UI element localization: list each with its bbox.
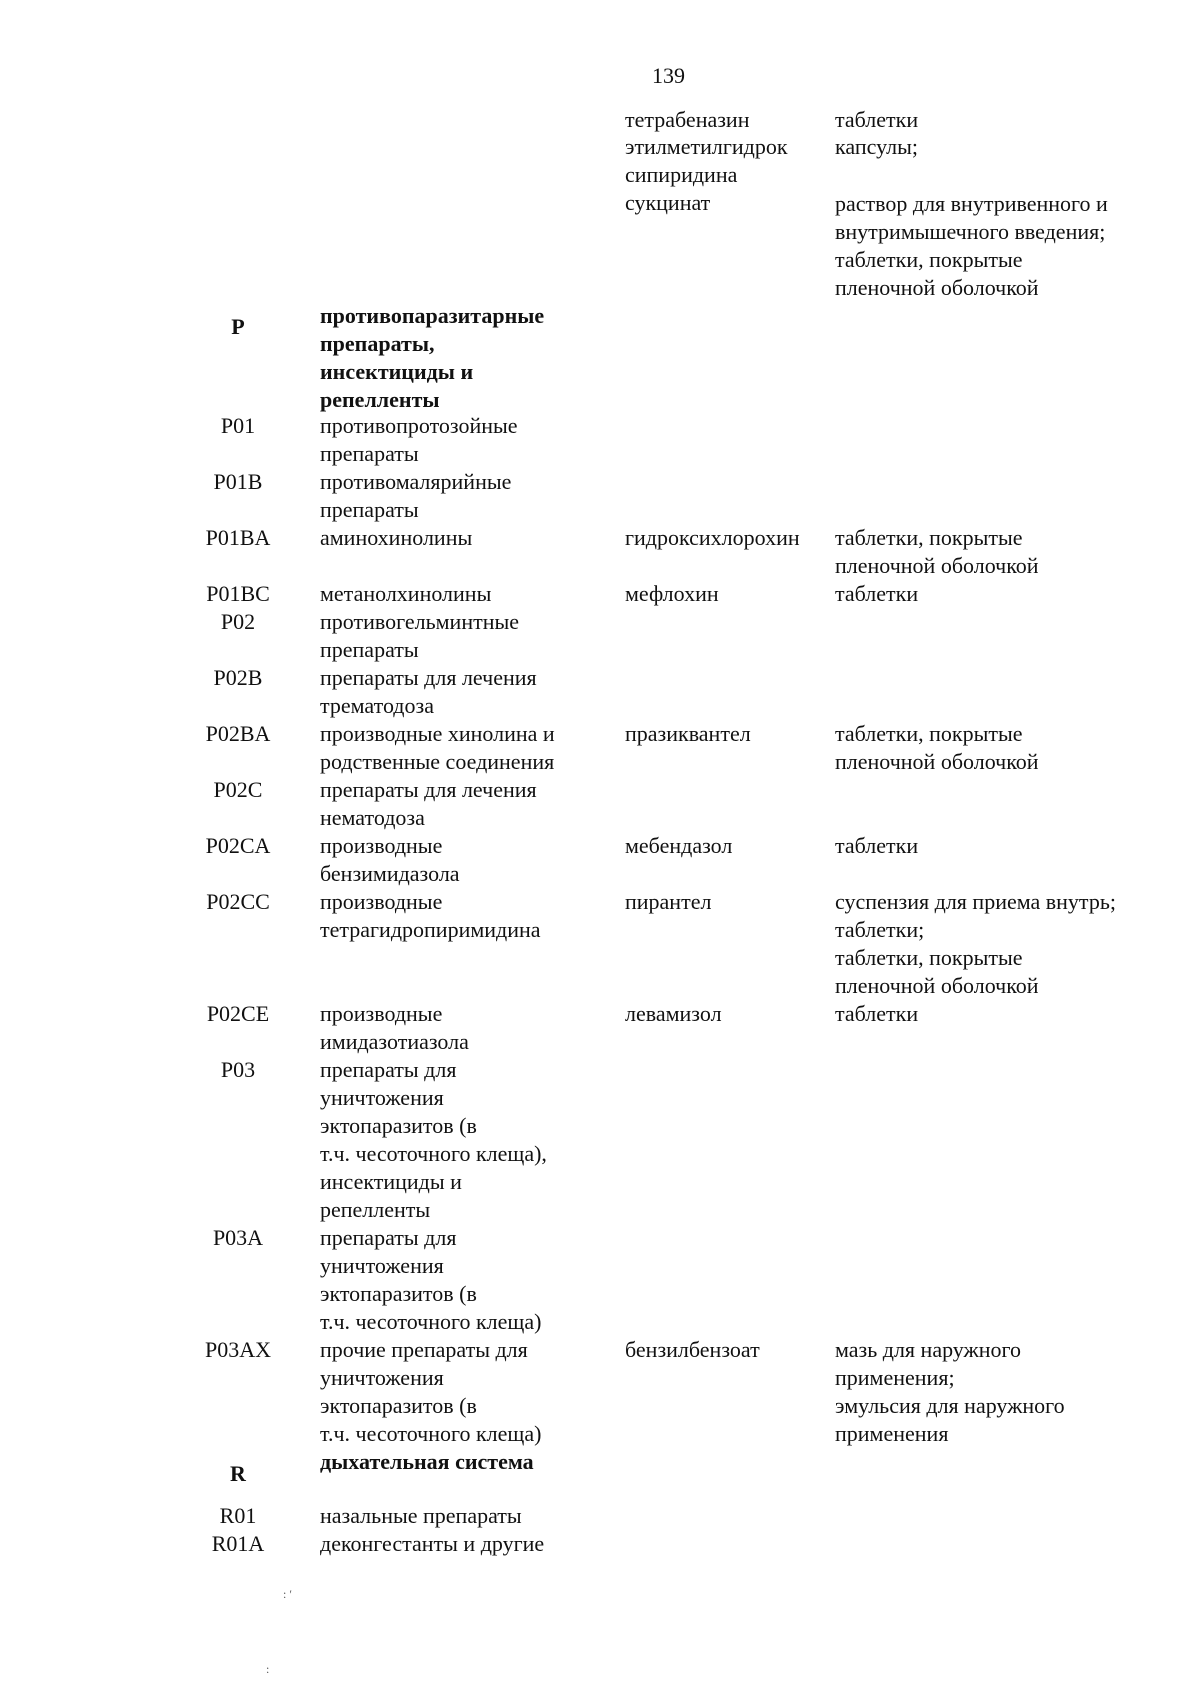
dosage-form: суспензия для приема внутрь; таблетки; таблетки, покрытые пленочной оболочкой bbox=[835, 889, 1116, 998]
group-name: метанолхинолины bbox=[320, 581, 492, 606]
group-name: деконгестанты и другие bbox=[320, 1531, 545, 1556]
group-name: производные имидазотиазола bbox=[320, 1001, 469, 1054]
atc-code: P02BA bbox=[205, 721, 271, 746]
scan-speck: : bbox=[266, 1662, 270, 1676]
group-name: производные тетрагидропиримидина bbox=[320, 889, 541, 942]
dosage-form: капсулы; bbox=[835, 134, 918, 159]
group-name: производные хинолина и родственные соединения bbox=[320, 721, 555, 774]
drug-name: гидроксихлорохин bbox=[625, 525, 800, 550]
atc-code: P02CE bbox=[206, 1001, 270, 1026]
group-name: назальные препараты bbox=[320, 1503, 522, 1528]
group-name: прочие препараты для уничтожения эктопаразитов (в т.ч. чесоточного клеща) bbox=[320, 1337, 542, 1446]
group-name: производные бензимидазола bbox=[320, 833, 460, 886]
group-name: противомалярийные препараты bbox=[320, 469, 512, 522]
drug-name: пирантел bbox=[625, 889, 712, 914]
scan-speck: : ′ bbox=[283, 1587, 292, 1601]
atc-code: P03 bbox=[220, 1057, 256, 1082]
dosage-form: таблетки bbox=[835, 107, 919, 132]
atc-code: P01BA bbox=[205, 525, 271, 550]
drug-name: бензилбензоат bbox=[625, 1337, 760, 1362]
dosage-form: мазь для наружного применения; эмульсия для наружного применения bbox=[835, 1337, 1065, 1446]
drug-name: этилметилгидрок сипиридина сукцинат bbox=[625, 134, 788, 215]
group-name: препараты для уничтожения эктопаразитов (в т.ч. чесоточного клеща) bbox=[320, 1225, 542, 1334]
atc-code: P02CC bbox=[206, 889, 270, 914]
drug-name: празиквантел bbox=[625, 721, 751, 746]
dosage-form: таблетки, покрытые пленочной оболочкой bbox=[835, 721, 1039, 774]
dosage-form: таблетки bbox=[835, 833, 919, 858]
group-name: противопротозойные препараты bbox=[320, 413, 518, 466]
atc-code: P01B bbox=[213, 469, 263, 494]
atc-code: P02CA bbox=[205, 833, 271, 858]
drug-name: мебендазол bbox=[625, 833, 733, 858]
group-name: препараты для лечения нематодоза bbox=[320, 777, 537, 830]
atc-code: P01BC bbox=[206, 581, 270, 606]
atc-code: R01 bbox=[219, 1503, 257, 1528]
drug-name: мефлохин bbox=[625, 581, 719, 606]
atc-code: R01A bbox=[211, 1531, 265, 1556]
atc-code: P02C bbox=[213, 777, 263, 802]
atc-code: P03AX bbox=[204, 1337, 271, 1362]
dosage-form: таблетки bbox=[835, 1001, 919, 1026]
atc-code: P bbox=[231, 314, 245, 339]
dosage-form: раствор для внутривенного и внутримышечного введения; таблетки, покрытые пленочной оболочкой bbox=[835, 191, 1108, 300]
drug-name: левамизол bbox=[625, 1001, 722, 1026]
dosage-form: таблетки, покрытые пленочной оболочкой bbox=[835, 525, 1039, 578]
group-name: препараты для лечения трематодоза bbox=[320, 665, 537, 718]
atc-code: P01 bbox=[220, 413, 256, 438]
atc-code: P03A bbox=[212, 1225, 264, 1250]
dosage-form: таблетки bbox=[835, 581, 919, 606]
atc-code: P02B bbox=[213, 665, 263, 690]
atc-code: P02 bbox=[220, 609, 256, 634]
drug-name: тетрабеназин bbox=[625, 107, 750, 132]
group-name: аминохинолины bbox=[320, 525, 473, 550]
page-number: 139 bbox=[652, 63, 685, 88]
group-name: противопаразитарные препараты, инсектициды и репелленты bbox=[320, 303, 545, 412]
atc-code: R bbox=[230, 1461, 246, 1486]
group-name: препараты для уничтожения эктопаразитов (в т.ч. чесоточного клеща), инсектициды и репелленты bbox=[320, 1057, 547, 1222]
group-name: противогельминтные препараты bbox=[320, 609, 520, 662]
group-name: дыхательная система bbox=[320, 1449, 534, 1474]
